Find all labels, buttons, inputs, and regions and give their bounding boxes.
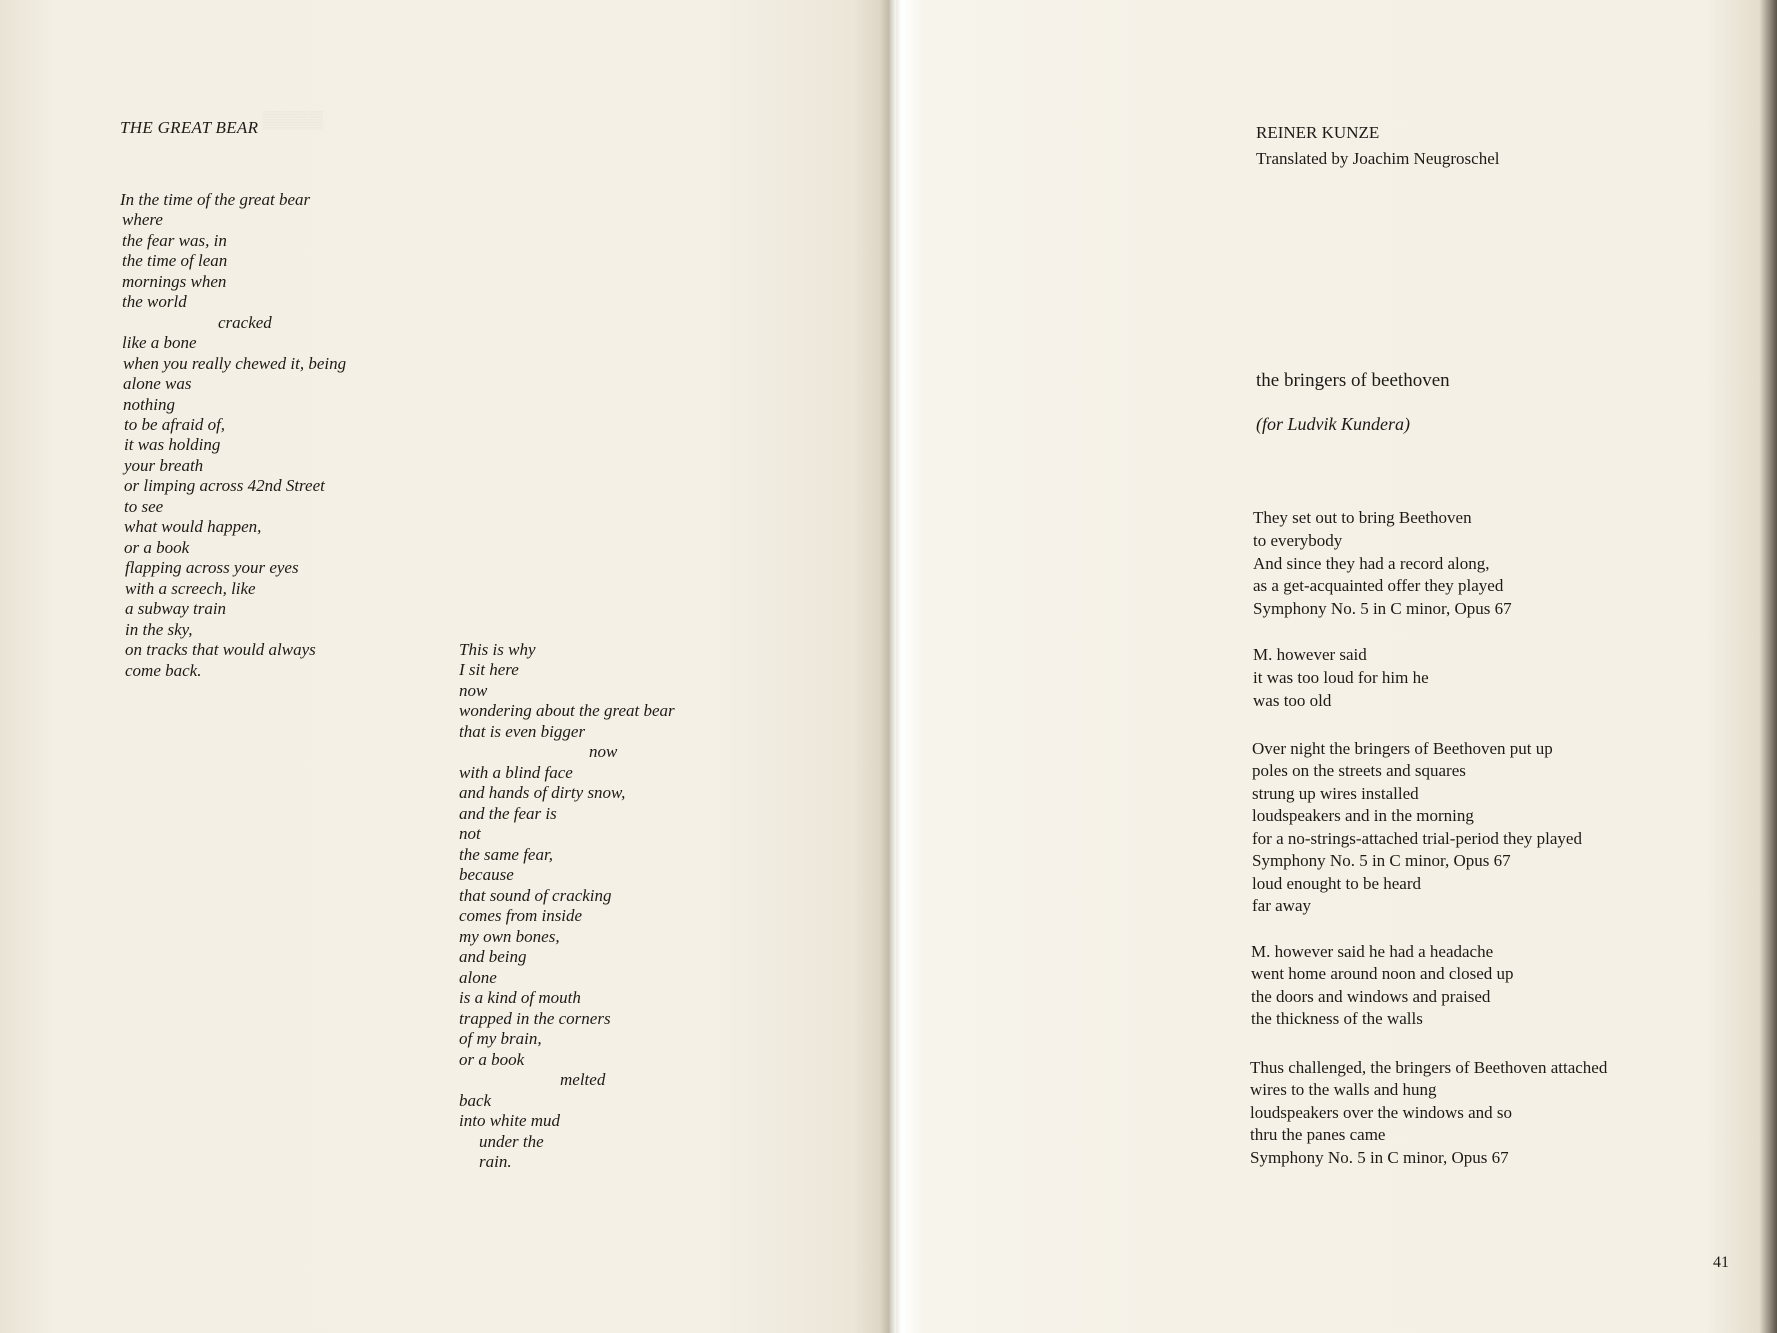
- poem-line: Thus challenged, the bringers of Beethoven attached: [1250, 1058, 1608, 1077]
- page-number: 41: [1713, 1254, 1729, 1271]
- poem-line: my own bones,: [459, 927, 560, 946]
- poem-line: for a no-strings-attached trial-period they played: [1252, 829, 1582, 848]
- poem-line: come back.: [125, 661, 202, 680]
- poem-line: in the sky,: [125, 620, 193, 639]
- author-name: REINER KUNZE: [1256, 123, 1380, 142]
- poem-line: the time of lean: [122, 251, 228, 270]
- poem-line: strung up wires installed: [1252, 784, 1419, 803]
- poem-line: and being: [459, 947, 527, 966]
- poem-line: alone was: [123, 374, 192, 393]
- poem-line: Over night the bringers of Beethoven put up: [1252, 739, 1553, 758]
- poem-line: because: [459, 865, 514, 884]
- poem-line: nothing: [123, 395, 175, 414]
- poem-line: back: [459, 1091, 492, 1110]
- poem-line: the doors and windows and praised: [1251, 987, 1491, 1006]
- poem-line: is a kind of mouth: [459, 988, 581, 1007]
- poem-line: the same fear,: [459, 845, 553, 864]
- poem-line: They set out to bring Beethoven: [1253, 508, 1472, 527]
- poem-line: Symphony No. 5 in C minor, Opus 67: [1250, 1148, 1509, 1167]
- poem-line: flapping across your eyes: [125, 558, 299, 577]
- poem-line: I sit here: [459, 660, 519, 679]
- poem-line: M. however said: [1253, 645, 1367, 664]
- poem-line: the world: [122, 292, 187, 311]
- poem-line: was too old: [1253, 691, 1332, 710]
- poem-line: or limping across 42nd Street: [124, 476, 325, 495]
- poem-line: poles on the streets and squares: [1252, 761, 1466, 780]
- poem-line: loud enought to be heard: [1252, 874, 1422, 893]
- poem-line: or a book: [459, 1050, 525, 1069]
- poem-line: under the: [479, 1132, 544, 1151]
- poem-line: your breath: [124, 456, 204, 475]
- poem-line: where: [122, 210, 163, 229]
- poem-line: to see: [124, 497, 164, 516]
- poem-line: with a blind face: [459, 763, 573, 782]
- poem-line: to everybody: [1253, 531, 1343, 550]
- poem-line: far away: [1252, 896, 1311, 915]
- poem-line: trapped in the corners: [459, 1009, 611, 1028]
- poem-line: Symphony No. 5 in C minor, Opus 67: [1253, 599, 1512, 618]
- poem-line: on tracks that would always: [125, 640, 316, 659]
- poem-line: of my brain,: [459, 1029, 542, 1048]
- poem-line: loudspeakers over the windows and so: [1250, 1103, 1513, 1122]
- poem-line: the fear was, in: [122, 231, 227, 250]
- poem-line: cracked: [218, 313, 272, 332]
- poem-line: comes from inside: [459, 906, 583, 925]
- poem-line: it was too loud for him he: [1253, 668, 1429, 687]
- poem-title-great-bear: THE GREAT BEAR: [120, 118, 259, 137]
- poem-line: M. however said he had a headache: [1251, 942, 1494, 961]
- poem-line: as a get-acquainted offer they played: [1253, 576, 1504, 595]
- poem-line: and the fear is: [459, 804, 557, 823]
- poem-line: rain.: [479, 1152, 512, 1171]
- poem-line: or a book: [124, 538, 190, 557]
- poem-line: not: [459, 824, 481, 843]
- poem-line: thru the panes came: [1250, 1125, 1386, 1144]
- poem-line: melted: [560, 1070, 606, 1089]
- poem-line: that is even bigger: [459, 722, 586, 741]
- poem-line: loudspeakers and in the morning: [1252, 806, 1474, 825]
- poem-line: Symphony No. 5 in C minor, Opus 67: [1252, 851, 1511, 870]
- poem-line: In the time of the great bear: [120, 190, 311, 209]
- poem-line: the thickness of the walls: [1251, 1009, 1423, 1028]
- show-through: ▒▒▒▒▒: [250, 110, 323, 129]
- poem-line: a subway train: [125, 599, 227, 618]
- poem-line: with a screech, like: [125, 579, 256, 598]
- poem-line: wires to the walls and hung: [1250, 1080, 1437, 1099]
- poem-title: the bringers of beethoven: [1256, 370, 1450, 391]
- poem-line: And since they had a record along,: [1253, 554, 1490, 573]
- poem-line: to be afraid of,: [124, 415, 226, 434]
- right-page: [888, 0, 1777, 1333]
- translator-credit: Translated by Joachim Neugroschel: [1256, 149, 1500, 168]
- poem-line: into white mud: [459, 1111, 561, 1130]
- poem-line: now: [589, 742, 618, 761]
- poem-line: now: [459, 681, 488, 700]
- left-page: [0, 0, 888, 1333]
- poem-line: wondering about the great bear: [459, 701, 675, 720]
- book-gutter: [880, 0, 896, 1333]
- poem-line: alone: [459, 968, 497, 987]
- poem-line: when you really chewed it, being: [123, 354, 347, 373]
- poem-dedication: (for Ludvik Kundera): [1256, 414, 1410, 434]
- poem-line: mornings when: [122, 272, 227, 291]
- poem-line: and hands of dirty snow,: [459, 783, 626, 802]
- poem-line: This is why: [459, 640, 536, 659]
- poem-line: it was holding: [124, 435, 221, 454]
- poem-line: went home around noon and closed up: [1251, 964, 1514, 983]
- poem-line: like a bone: [122, 333, 197, 352]
- poem-line: what would happen,: [124, 517, 262, 536]
- poem-line: that sound of cracking: [459, 886, 612, 905]
